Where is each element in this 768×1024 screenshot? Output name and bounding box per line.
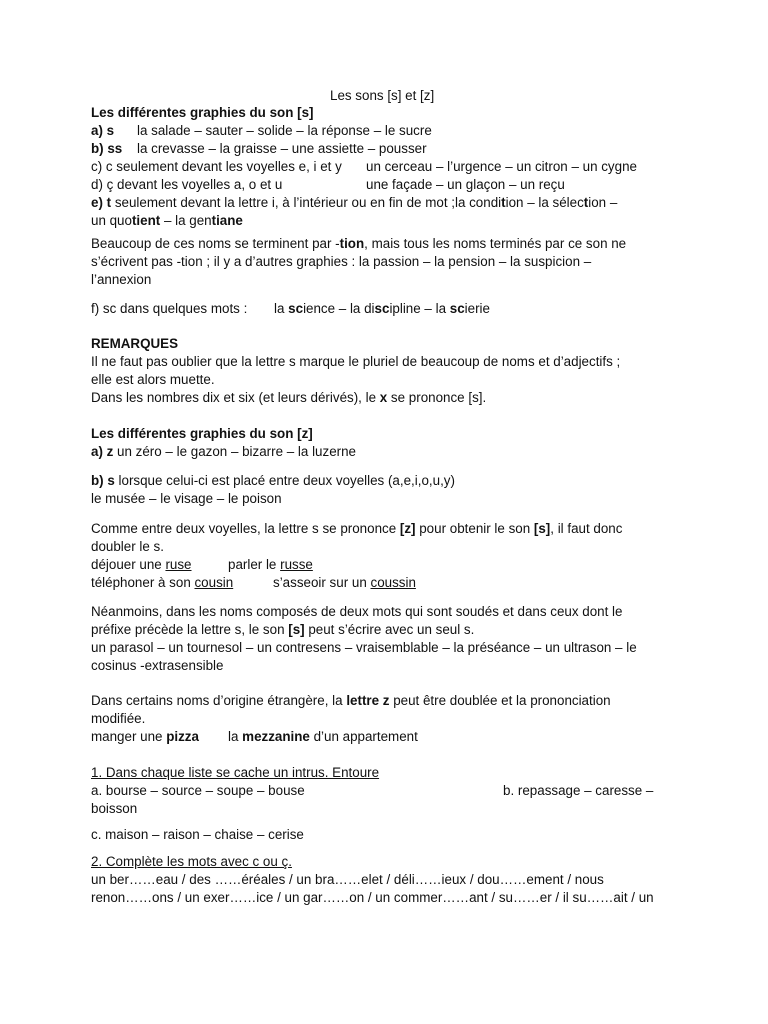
- exercise-2-title: 2. Complète les mots avec c ou ç.: [91, 854, 292, 869]
- s-rule-a-examples: la salade – sauter – solide – la réponse – le sucre: [137, 123, 432, 138]
- tion-paragraph-line-3: l’annexion: [91, 272, 152, 287]
- exercise-1-title: 1. Dans chaque liste se cache un intrus. Entoure: [91, 765, 380, 780]
- s-rule-d: d) ç devant les voyelles a, o et u: [91, 177, 283, 192]
- coussin-example: s’asseoir sur un coussin: [273, 575, 416, 590]
- document-title: Les sons [s] et [z]: [330, 88, 435, 103]
- between-vowels-line-1: Comme entre deux voyelles, la lettre s se prononce [z] pour obtenir le son [s], il faut donc: [91, 521, 623, 536]
- cousin-example: téléphoner à son cousin: [91, 575, 234, 590]
- exercise-1-list-c: c. maison – raison – chaise – cerise: [91, 827, 304, 842]
- pizza-example: manger une pizza: [91, 729, 199, 744]
- s-rule-b-examples: la crevasse – la graisse – une assiette – pousser: [137, 141, 427, 156]
- s-rule-c: c) c seulement devant les voyelles e, i et y: [91, 159, 342, 174]
- s-section-heading: Les différentes graphies du son [s]: [91, 105, 314, 120]
- compound-line-2: préfixe précède la lettre s, le son [s] peut s’écrire avec un seul s.: [91, 622, 475, 637]
- foreign-line-2: modifiée.: [91, 711, 146, 726]
- remarks-line-1: Il ne faut pas oublier que la lettre s marque le pluriel de beaucoup de noms et d’adjectifs ;: [91, 354, 621, 369]
- exercise-1-list-b-continuation: boisson: [91, 801, 138, 816]
- compound-line-3: un parasol – un tournesol – un contresens – vraisemblable – la préséance – un ultrason – le: [91, 640, 637, 655]
- remarks-heading: REMARQUES: [91, 336, 179, 351]
- ruse-example: déjouer une ruse: [91, 557, 192, 572]
- remarks-line-2: elle est alors muette.: [91, 372, 215, 387]
- s-rule-c-examples: un cerceau – l’urgence – un citron – un cygne: [366, 159, 637, 174]
- compound-line-4: cosinus -extrasensible: [91, 658, 224, 673]
- s-rule-f-examples: la science – la discipline – la scierie: [274, 301, 490, 316]
- s-rule-b: b) ss: [91, 141, 123, 156]
- remarks-line-3: Dans les nombres dix et six (et leurs dérivés), le x se prononce [s].: [91, 390, 487, 405]
- tion-paragraph-line-1: Beaucoup de ces noms se terminent par -tion, mais tous les noms terminés par ce son ne: [91, 236, 627, 251]
- z-section-heading: Les différentes graphies du son [z]: [91, 426, 313, 441]
- z-rule-a: a) z un zéro – le gazon – bizarre – la luzerne: [91, 444, 356, 459]
- compound-line-1: Néanmoins, dans les noms composés de deux mots qui sont soudés et dans ceux dont le: [91, 604, 623, 619]
- s-rule-e: e) t seulement devant la lettre i, à l’intérieur ou en fin de mot ;la condition – la sélection –: [91, 195, 618, 210]
- z-rule-b: b) s lorsque celui-ci est placé entre deux voyelles (a,e,i,o,u,y): [91, 473, 455, 488]
- s-rule-d-examples: une façade – un glaçon – un reçu: [366, 177, 565, 192]
- tion-paragraph-line-2: s’écrivent pas -tion ; il y a d’autres graphies : la passion – la pension – la suspicion –: [91, 254, 592, 269]
- exercise-2-line-2: renon……ons / un exer……ice / un gar……on / un commer……ant / su……er / il su……ait / un: [91, 890, 654, 905]
- z-rule-b-examples: le musée – le visage – le poison: [91, 491, 282, 506]
- foreign-line-1: Dans certains noms d’origine étrangère, la lettre z peut être doublée et la prononciation: [91, 693, 611, 708]
- s-rule-a: a) s: [91, 123, 115, 138]
- exercise-2-line-1: un ber……eau / des ……éréales / un bra……elet / déli……ieux / dou……ement / nous: [91, 872, 604, 887]
- exercise-1-list-b: b. repassage – caresse –: [503, 783, 654, 798]
- russe-example: parler le russe: [228, 557, 313, 572]
- exercise-1-list-a: a. bourse – source – soupe – bouse: [91, 783, 305, 798]
- s-rule-e-continuation: un quotient – la gentiane: [91, 213, 243, 228]
- s-rule-f: f) sc dans quelques mots :: [91, 301, 248, 316]
- mezzanine-example: la mezzanine d’un appartement: [228, 729, 418, 744]
- between-vowels-line-2: doubler le s.: [91, 539, 164, 554]
